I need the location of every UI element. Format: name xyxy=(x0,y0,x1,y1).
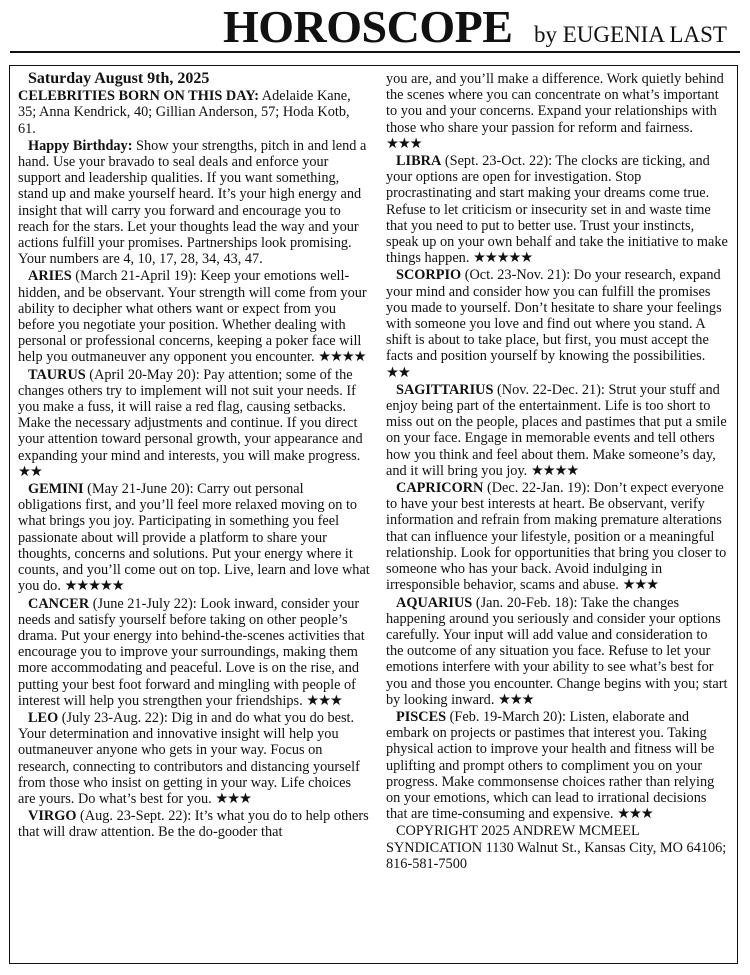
left-column xyxy=(18,71,370,841)
sign-dates: (Oct. 23-Nov. 21): xyxy=(461,267,571,284)
star-rating: ★★★ xyxy=(386,135,422,152)
sign-name: CAPRICORN xyxy=(396,480,484,497)
sign-name: LIBRA xyxy=(396,153,442,170)
sign-sagittarius xyxy=(386,382,728,479)
sign-dates: (Feb. 19-March 20): xyxy=(446,708,566,725)
sign-dates: (April 20-May 20): xyxy=(85,366,200,383)
sign-text: The clocks are ticking, and your options are open for investigation. Stop procrastinating and start making your dreams come true. Refuse to let criticism or insecurity set in and waste time that you need to put to better use. Trust your instincts, speak up on your own behalf and take the initiative to make things happen. xyxy=(386,153,728,267)
sign-name: VIRGO xyxy=(28,808,77,825)
copyright: COPYRIGHT 2025 ANDREW MCMEEL SYNDICATION 1130 Walnut St., Kansas City, MO 64106; 816-581-7500 xyxy=(386,823,727,872)
sign-cancer xyxy=(18,596,370,709)
birthday-paragraph xyxy=(18,138,370,268)
sign-name: SCORPIO xyxy=(396,267,462,284)
sign-dates: (Dec. 22-Jan. 19): xyxy=(483,480,591,497)
sign-text-part2: you are, and you’ll make a difference. Work quietly behind the scenes where you can concentrate on what’s important to you and your concerns. Expand your relationships with those who share your passion for reform and fairness. xyxy=(386,71,724,136)
star-rating: ★★ xyxy=(386,364,410,381)
sign-text: Look inward, consider your needs and satisfy yourself before taking on other people’s drama. Put your energy into behind-the-scenes activities that encourage you to improve your surroundings, making them more accommodating and peaceful. Love is on the rise, and putting your best foot forward and mingling with people of interest will help you strengthen your friendships. xyxy=(18,595,365,709)
sign-aquarius xyxy=(386,595,728,708)
sign-taurus xyxy=(18,367,370,480)
sign-dates: (July 23-Aug. 22): xyxy=(58,709,168,726)
sign-dates: (May 21-June 20): xyxy=(83,481,194,498)
sign-text: Take the changes happening around you seriously and consider your options carefully. Your input will add value and consideration to the outcome of any situation you face. Refuse to let your emotions interfere with your ability to see what’s best for you and those you encounter. Change begins with you; start by looking inward. xyxy=(386,594,728,708)
birthday-label: Happy Birthday: xyxy=(28,137,133,154)
star-rating: ★★★ xyxy=(306,692,342,709)
sign-pisces xyxy=(386,709,728,822)
page-title: HOROSCOPE xyxy=(223,1,513,52)
sign-text: Carry out personal obligations first, and you’ll feel more relaxed moving on to what brings you joy. Participating in something you feel passionate about will provide a platform to share your thoughts, concerns and solutions. Put your energy where it counts, and you’ll come out on top. Live, learn and love what you do. xyxy=(18,481,370,595)
masthead xyxy=(0,0,750,55)
sign-text: Keep your emotions well-hidden, and be observant. Your strength will come from your ability to decipher what others want or expect from you before you negotiate your position. Whether dealing with personal or professional concerns, keeping a poker face will help you outmaneuver any opponent you encounter. xyxy=(18,268,367,366)
sign-dates: (Sept. 23-Oct. 22): xyxy=(441,153,553,170)
sign-dates: (March 21-April 19): xyxy=(71,268,197,285)
sign-text: Pay attention; some of the changes others try to implement will not suit your needs. If you make a fuss, it will raise a red flag, causing setbacks. Make the necessary adjustments and continue. If you direct your attention toward personal growth, your appearance and expanding your mind and interests, you will make progress. xyxy=(18,366,363,464)
sign-gemini xyxy=(18,481,370,594)
sign-name: ARIES xyxy=(28,268,72,285)
sign-name: LEO xyxy=(28,709,59,726)
sign-text: Listen, elaborate and embark on projects or pastimes that interest you. Taking physical action to improve your health and fitness will be uplifting and prompt others to compliment you on your progress. Make commonsense choices rather than relying on your emotions, which can lead to irrational decisions that are time-consuming and expensive. xyxy=(386,708,715,823)
sign-aries xyxy=(18,268,370,365)
celebrities-label: CELEBRITIES BORN ON THIS DAY: xyxy=(18,88,260,105)
sign-name: CANCER xyxy=(28,595,90,612)
sign-name: AQUARIUS xyxy=(396,594,473,611)
sign-text: Don’t expect everyone to have your best interests at heart. Be observant, verify information and refrain from making premature alterations that can influence your lifestyle, position or a meaningful relationship. Look for opportunities that bring you closer to someone who has your back. Avoid indulging in irresponsible behavior, scams and abuse. xyxy=(386,480,727,594)
sign-text-part1: It’s what you do to help others that will draw attention. Be the do-gooder that xyxy=(18,808,369,841)
sign-name: PISCES xyxy=(396,708,447,725)
sign-name: GEMINI xyxy=(28,481,84,498)
sign-dates: (Aug. 23-Sept. 22): xyxy=(76,808,192,825)
sign-dates: (June 21-July 22): xyxy=(89,595,197,612)
sign-capricorn xyxy=(386,480,728,593)
star-rating: ★★★★★ xyxy=(64,578,124,595)
star-rating: ★★★ xyxy=(215,790,251,807)
sign-text: Do your research, expand your mind and consider how you can fulfill the promises you made to yourself. Don’t hesitate to share your feelings with someone you love and find out where you stand. A shift is about to take place, but first, you must accept the facts and position yourself by knowing the possibilities. xyxy=(386,267,722,365)
header-rule xyxy=(10,51,740,53)
sign-dates: (Nov. 22-Dec. 21): xyxy=(493,381,605,398)
byline: by EUGENIA LAST xyxy=(534,22,727,47)
sign-text: Dig in and do what you do best. Your determination and innovative insight will help you outmaneuver anyone who gets in your way. Focus on research, connecting to contributors and distancing yourself from those who insist on getting in your way. Life choices are yours. Do what’s best for you. xyxy=(18,709,360,807)
date-heading: Saturday August 9th, 2025 xyxy=(28,70,210,87)
star-rating: ★★★ xyxy=(497,691,534,708)
star-rating: ★★★★ xyxy=(530,462,579,479)
sign-leo xyxy=(18,710,370,807)
sign-dates: (Jan. 20-Feb. 18): xyxy=(472,594,578,611)
horoscope-box xyxy=(9,65,738,964)
sign-name: SAGITTARIUS xyxy=(396,381,494,398)
sign-name: TAURUS xyxy=(28,366,86,383)
sign-text: Strut your stuff and enjoy being part of the entertainment. Life is too short to miss out on the people, places and pastimes that put a smile on your face. Engage in memorable events and tell others how you think and feel about them. Make someone’s day, and it will bring you joy. xyxy=(386,381,727,479)
celebrities-paragraph xyxy=(18,88,370,137)
star-rating: ★★★★ xyxy=(318,349,366,366)
star-rating: ★★★★★ xyxy=(472,250,533,267)
birthday-text: Show your strengths, pitch in and lend a hand. Use your bravado to seal deals and enforce your support and leadership qualities. If you want something, stand up and make yourself heard. It’s your high energy and insight that will carry you forward and encourage you to reach for the stars. Let your thoughts lead the way and your actions fulfill your promises. Partnerships look promising. Your numbers are 4, 10, 17, 28, 34, 43, 47. xyxy=(18,137,367,268)
star-rating: ★★★ xyxy=(617,806,653,823)
sign-scorpio xyxy=(386,267,728,380)
right-column xyxy=(386,71,728,872)
sign-libra xyxy=(386,153,728,266)
star-rating: ★★★ xyxy=(622,577,658,594)
star-rating: ★★ xyxy=(18,463,42,480)
sign-virgo-continued xyxy=(386,71,728,152)
sign-virgo xyxy=(18,808,370,840)
celebrities-text: Adelaide Kane, 35; Anna Kendrick, 40; Gillian Anderson, 57; Hoda Kotb, 61. xyxy=(18,88,351,137)
